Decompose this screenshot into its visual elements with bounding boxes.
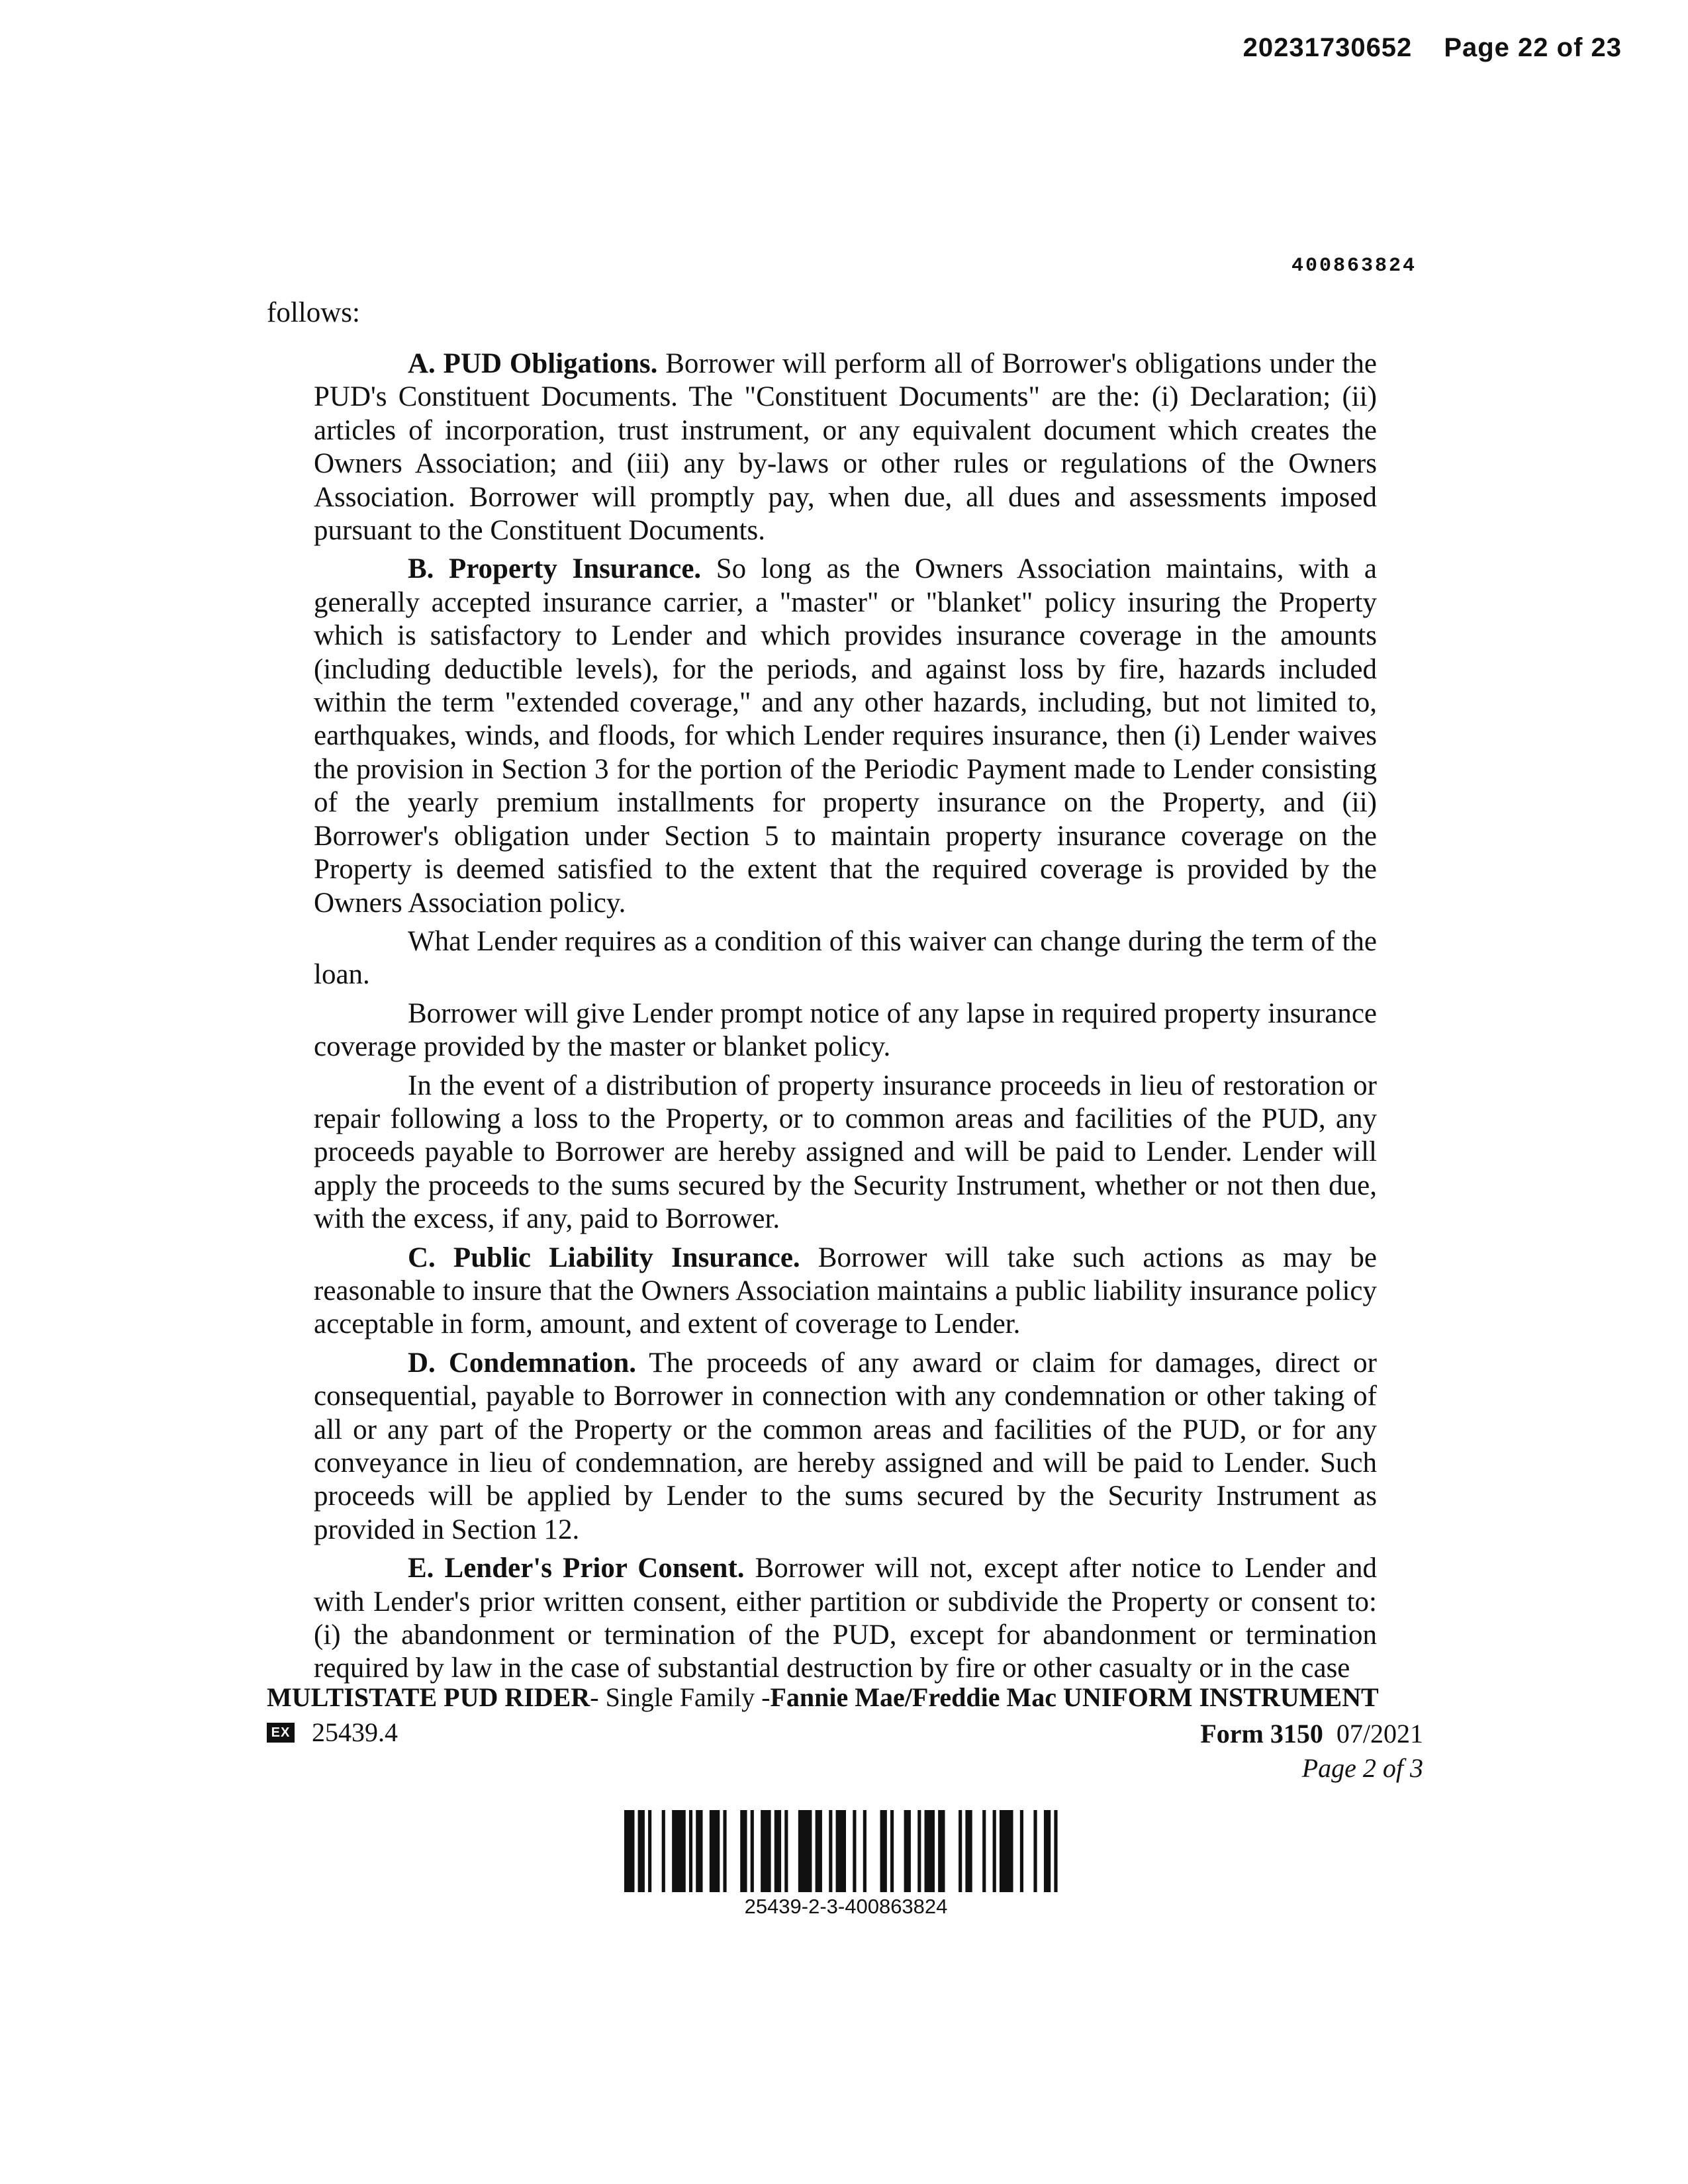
- rider-body: [314, 347, 1377, 1691]
- page-label: Page 2 of 3: [1301, 1753, 1423, 1783]
- section-e-heading: E. Lender's Prior Consent.: [408, 1553, 745, 1584]
- section-d-heading: D. Condemnation.: [408, 1347, 637, 1379]
- form-date: 07/2021: [1336, 1719, 1423, 1749]
- waiver-text: What Lender requires as a condition of this waiver can change during the term of the loan.: [314, 925, 1377, 991]
- recording-header: [1243, 33, 1622, 63]
- section-c-heading: C. Public Liability Insurance.: [408, 1242, 800, 1273]
- section-a-paragraph: [314, 347, 1377, 547]
- section-c-text: Borrower will take such actions as may be reasonable to insure that the Owners Association maintains a public liability insurance policy acceptable in form, amount, and extent of coverage to Lender.: [314, 1242, 1378, 1340]
- section-d-paragraph: [314, 1347, 1377, 1547]
- section-b-text: So long as the Owners Association maintains, with a generally accepted insurance carrier, a "master" or "blanket" policy insuring the Property which is satisfactory to Lender and which provides insurance coverage in the amounts (including deductible levels), for the periods, and against loss by fire, hazards included within the term "extended coverage," and any other hazards, including, but not limited to, earthquakes, winds, and floods, for which Lender requires insurance, then (i) Lender waives the provision in Section 3 for the portion of the Periodic Payment made to Lender consisting of the yearly premium installments for property insurance on the Property, and (ii) Borrower's obligation under Section 5 to maintain property insurance coverage on the Property is deemed satisfied to the extent that the required coverage is provided by the Owners Association policy.: [314, 553, 1377, 919]
- footer-title-instrument: Fannie Mae/Freddie Mac UNIFORM INSTRUMENT: [770, 1682, 1379, 1712]
- distribution-text: In the event of a distribution of property insurance proceeds in lieu of restoration or repair following a loss to the Property, or to common areas and facilities of the PUD, any proceeds payable to Borrower are hereby assigned and will be paid to Lender. Lender will apply the proceeds to the sums secured by the Security Instrument, whether or not then due, with the excess, if any, paid to Borrower.: [314, 1069, 1377, 1235]
- barcode-text: 25439-2-3-400863824: [744, 1895, 948, 1918]
- form-label: Form 3150: [1200, 1719, 1323, 1749]
- waiver-paragraph: [314, 925, 1377, 992]
- lead-in-text: follows:: [267, 297, 360, 328]
- section-e-paragraph: [314, 1552, 1377, 1686]
- section-d-text: The proceeds of any award or claim for damages, direct or consequential, payable to Borrower in connection with any condemnation or other taking of all or any part of the Property or the common areas and facilities of the PUD, or for any conveyance in lieu of condemnation, are hereby assigned and will be paid to Lender. Such proceeds will be applied by Lender to the sums secured by the Security Instrument as provided in Section 12.: [314, 1347, 1377, 1545]
- footer-form-info: [1200, 1717, 1423, 1786]
- section-b-paragraph: [314, 553, 1377, 919]
- ex-badge-icon: EX: [267, 1723, 295, 1743]
- loan-number: 400863824: [1291, 255, 1417, 277]
- lapse-notice-paragraph: [314, 997, 1377, 1064]
- section-b-heading: B. Property Insurance.: [408, 553, 702, 585]
- footer-doc-code: [267, 1717, 398, 1748]
- doc-code: 25439.4: [312, 1717, 398, 1747]
- section-a-heading: A. PUD Obligations.: [408, 348, 658, 379]
- barcode-icon: [624, 1810, 1068, 1892]
- section-e-text: Borrower will not, except after notice to Lender and with Lender's prior written consent, either partition or subdivide the Property or consent to: (i) the abandonment or termination of the PUD, except for abandonment or termination required by law in the case of substantial destruction by fire or other casualty or in the case: [314, 1553, 1377, 1684]
- lapse-notice-text: Borrower will give Lender prompt notice of any lapse in required property insurance coverage provided by the master or blanket policy.: [314, 997, 1377, 1063]
- section-c-paragraph: [314, 1242, 1377, 1342]
- footer-title-rider: MULTISTATE PUD RIDER: [267, 1682, 590, 1712]
- footer-title-family: - Single Family -: [590, 1682, 771, 1712]
- recording-number: 20231730652: [1243, 33, 1413, 62]
- form-line: [1200, 1717, 1423, 1751]
- section-a-text: Borrower will perform all of Borrower's obligations under the PUD's Constituent Documents. The "Constituent Documents" are the: (i) Declaration; (ii) articles of incorporation, trust instrument, or any equivalent document which creates the Owners Association; and (iii) any by-laws or other rules or regulations of the Owners Association. Borrower will promptly pay, when due, all dues and assessments imposed pursuant to the Constituent Documents.: [314, 348, 1377, 547]
- distribution-paragraph: [314, 1069, 1377, 1236]
- page-indicator: Page 22 of 23: [1444, 33, 1622, 62]
- footer-title: [267, 1682, 1379, 1713]
